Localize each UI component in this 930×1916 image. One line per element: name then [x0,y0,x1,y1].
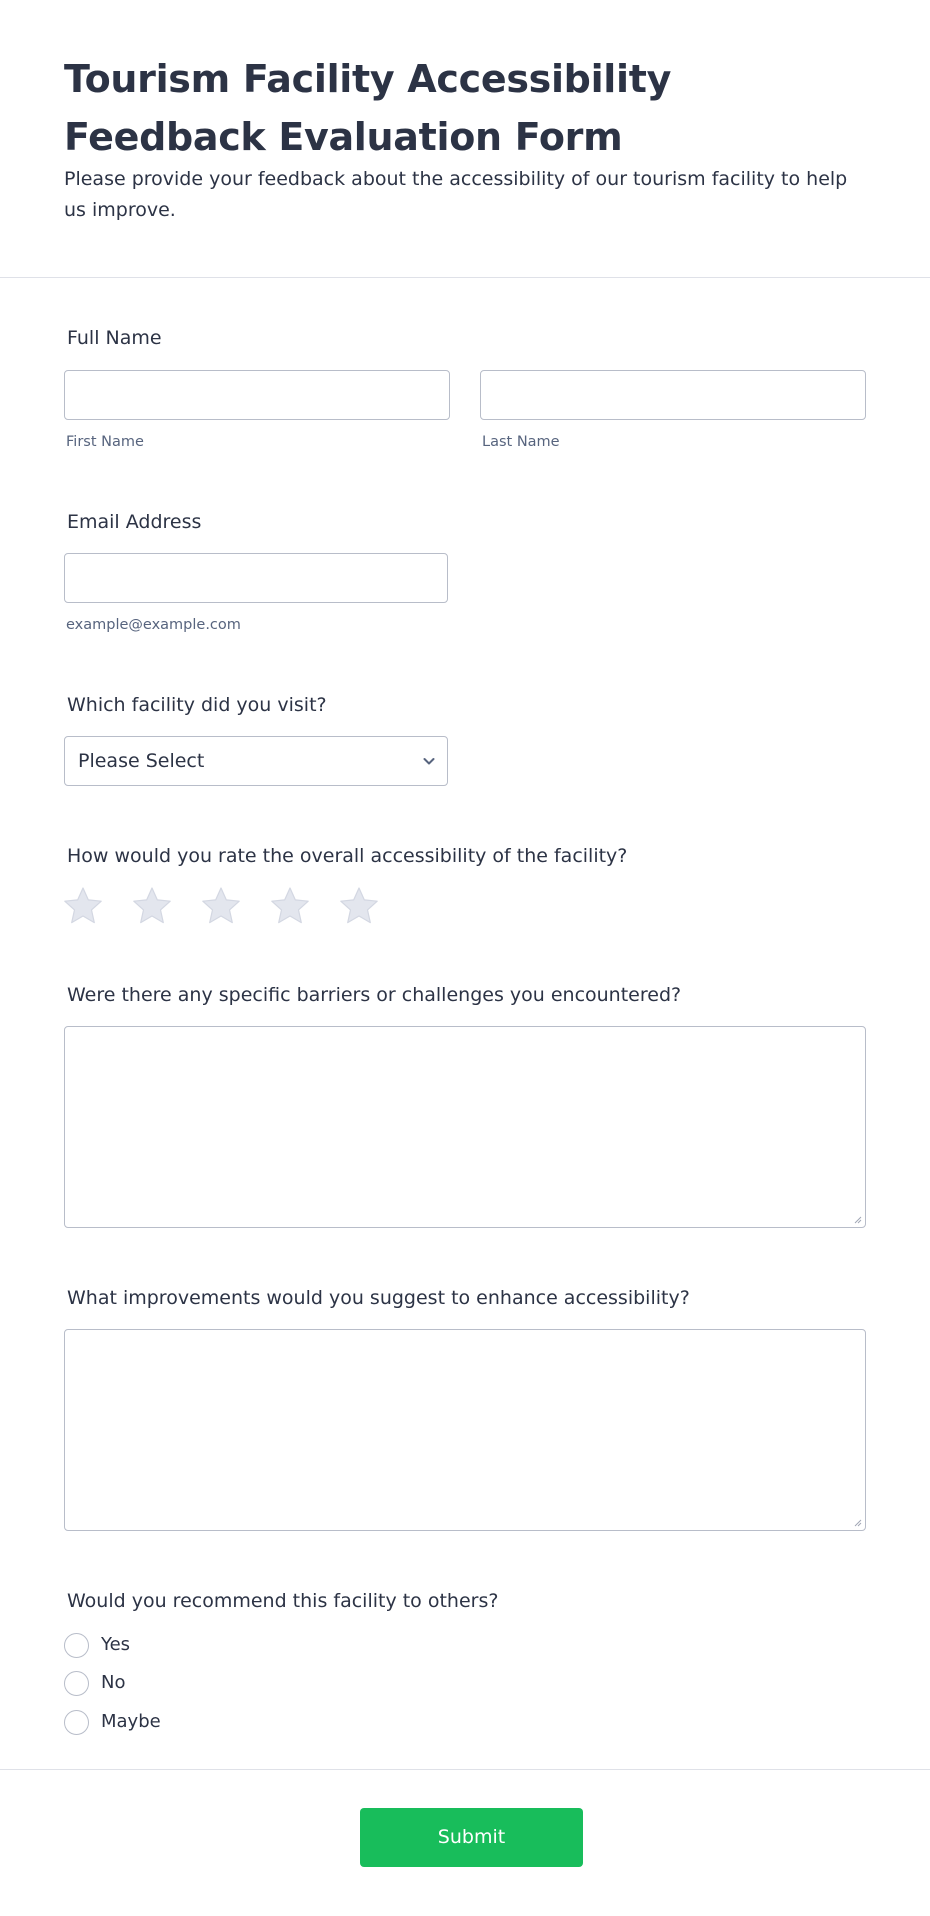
rating-label: How would you rate the overall accessibility of the facility? [67,845,628,867]
form-title: Tourism Facility Accessibility Feedback Evaluation Form [64,57,672,159]
first-name-input[interactable] [64,370,450,420]
email-input[interactable] [64,553,448,603]
star-icon[interactable] [63,886,103,926]
radio-button[interactable] [64,1710,89,1735]
form-header [0,0,930,278]
first-name-sublabel: First Name [66,434,144,450]
email-label: Email Address [67,511,202,533]
resize-handle-icon[interactable] [853,1215,862,1224]
facility-select[interactable] [64,736,448,786]
barriers-label: Were there any specific barriers or challenges you encountered? [67,984,682,1006]
improvements-textarea[interactable] [64,1329,866,1531]
facility-label: Which facility did you visit? [67,694,327,716]
star-icon[interactable] [270,886,310,926]
improvements-label: What improvements would you suggest to enhance accessibility? [67,1287,690,1309]
full-name-label: Full Name [67,327,162,349]
radio-label: Maybe [101,1711,161,1732]
radio-button[interactable] [64,1633,89,1658]
star-icon[interactable] [339,886,379,926]
form-description: Please provide your feedback about the accessibility of our tourism facility to help us improve. [64,168,848,221]
facility-select-value: Please Select [78,750,205,772]
last-name-sublabel: Last Name [482,434,560,450]
star-icon[interactable] [201,886,241,926]
recommend-label: Would you recommend this facility to others? [67,1590,499,1612]
barriers-textarea[interactable] [64,1026,866,1228]
radio-button[interactable] [64,1671,89,1696]
last-name-input[interactable] [480,370,866,420]
chevron-down-icon [421,753,437,769]
radio-label: No [101,1672,126,1693]
submit-button[interactable]: Submit [360,1808,583,1867]
resize-handle-icon[interactable] [853,1518,862,1527]
star-icon[interactable] [132,886,172,926]
email-sublabel: example@example.com [66,617,241,633]
radio-label: Yes [101,1634,131,1655]
